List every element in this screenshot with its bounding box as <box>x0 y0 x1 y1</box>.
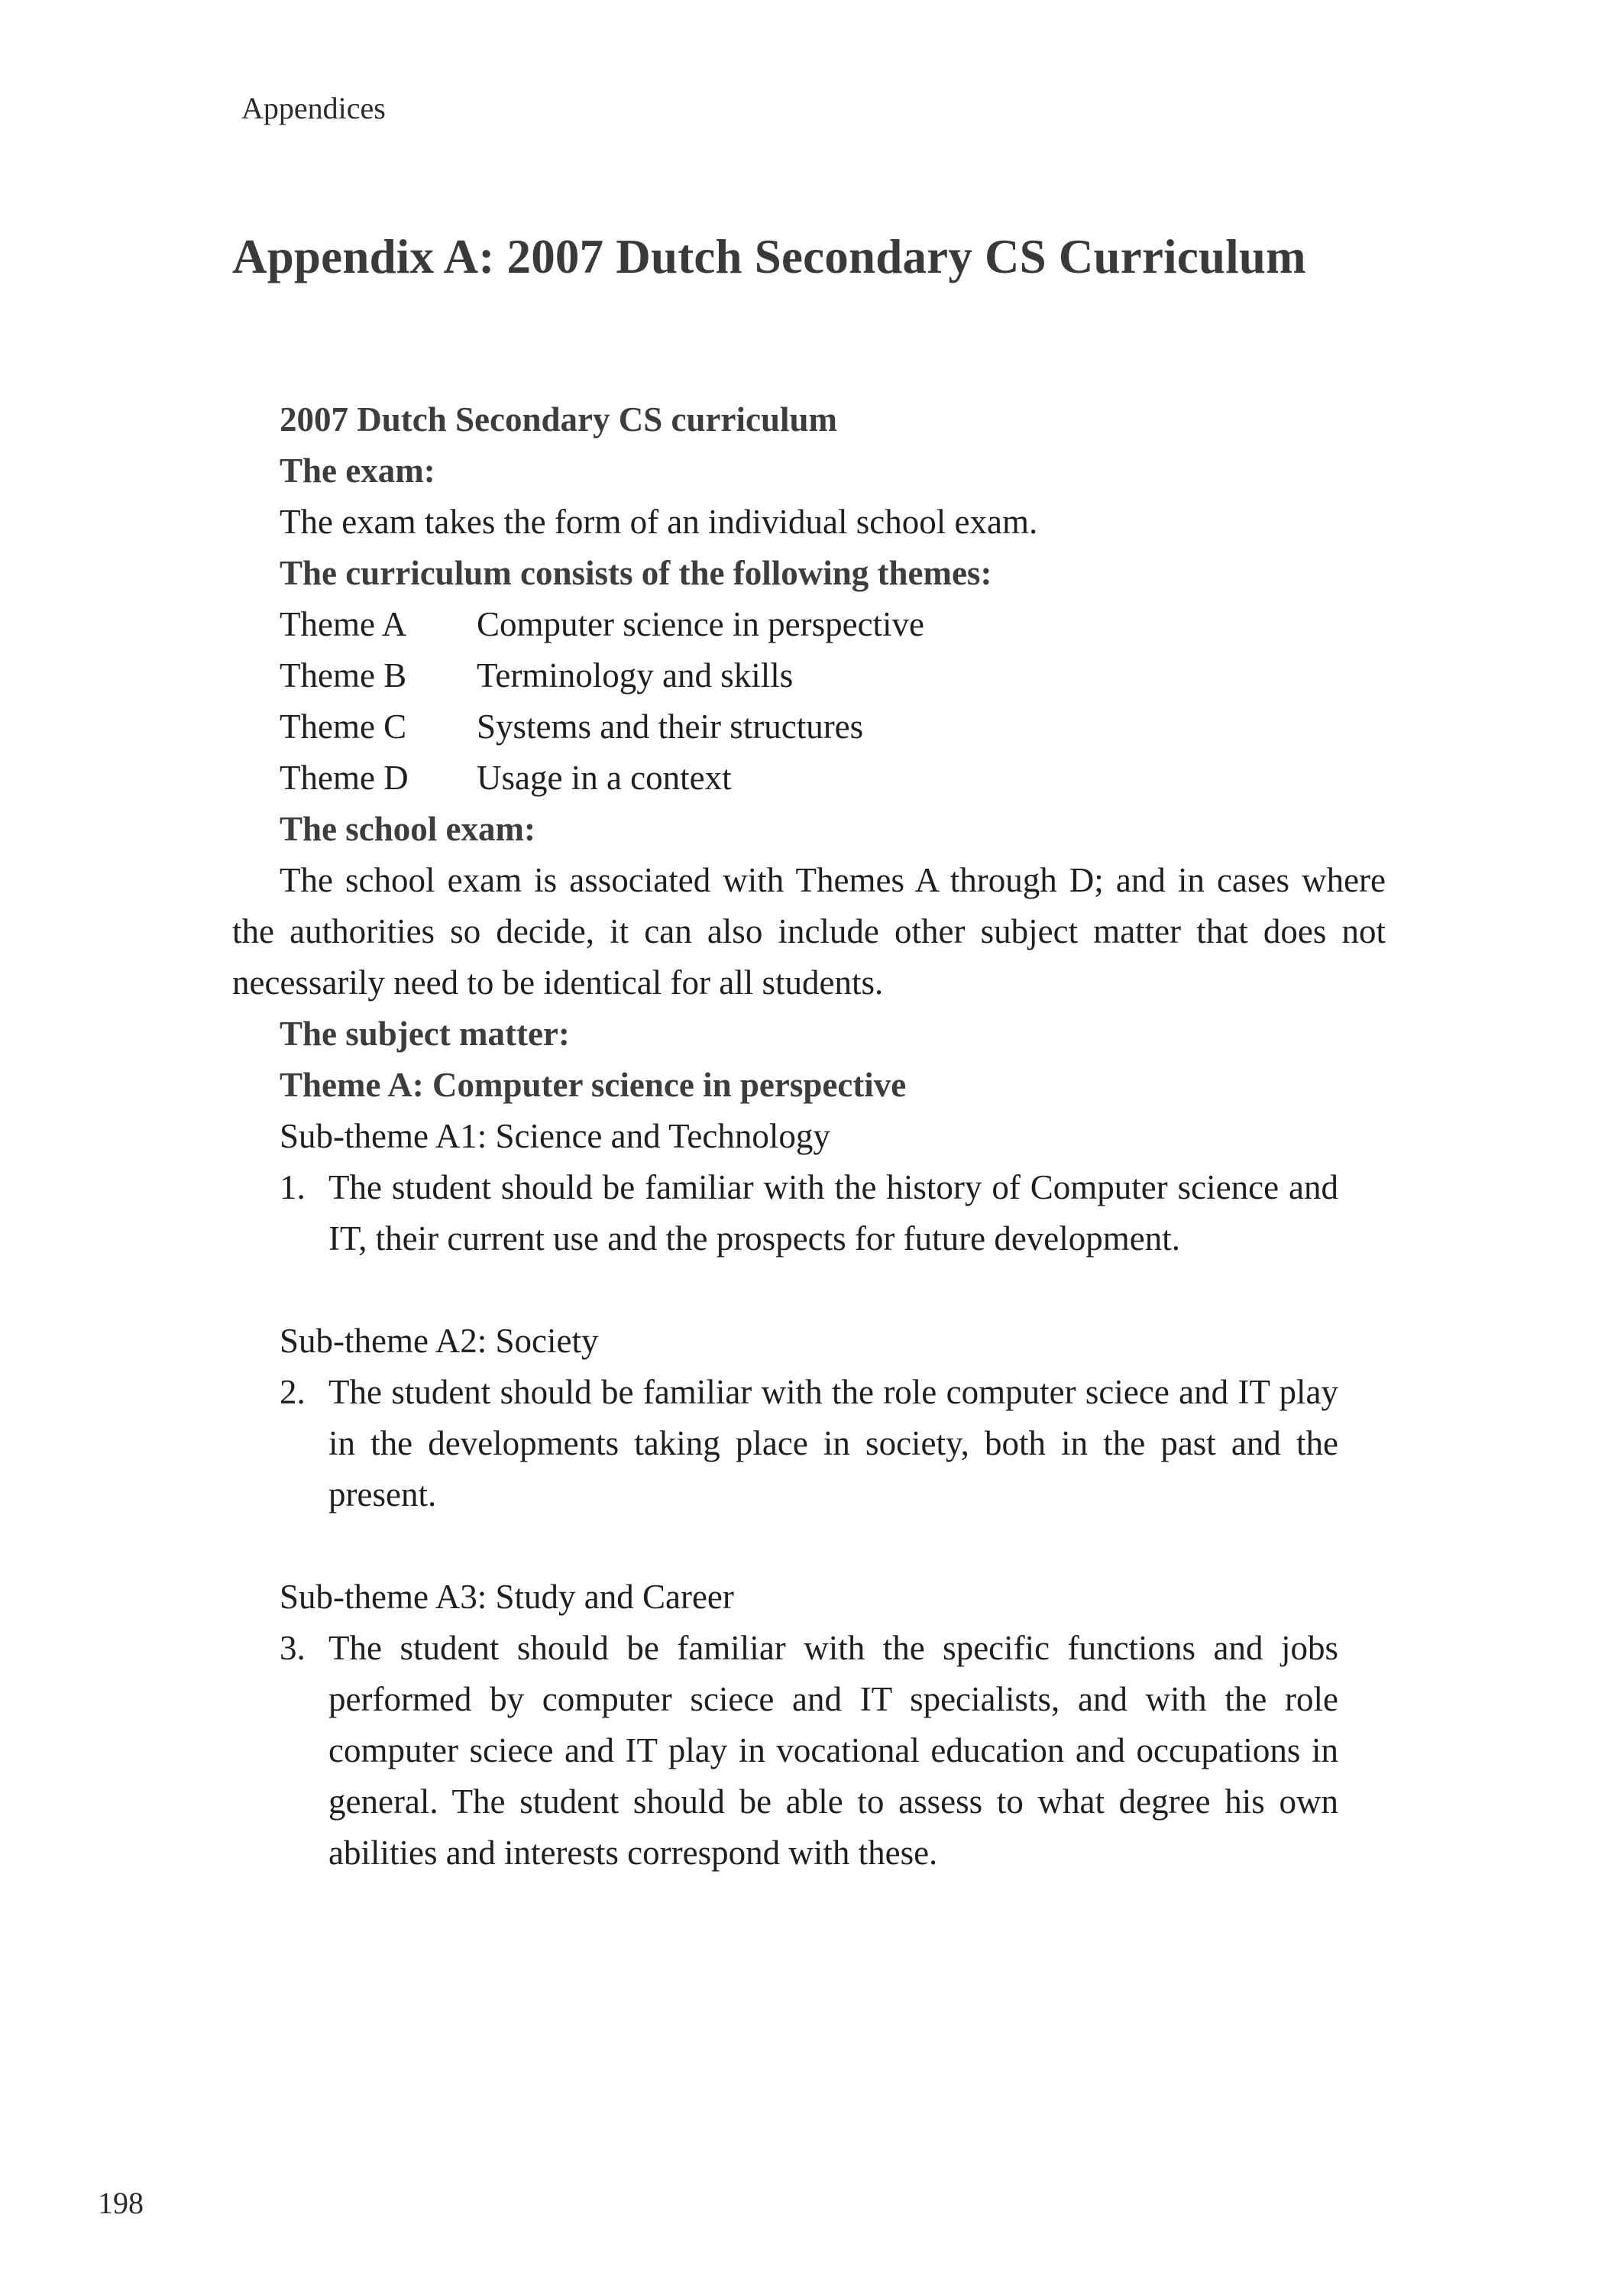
list-item-number: 3. <box>280 1629 306 1667</box>
subtheme-title: Sub-theme A1: Science and Technology <box>280 1117 830 1155</box>
appendix-title: Appendix A: 2007 Dutch Secondary CS Curriculum <box>232 230 1306 283</box>
theme-row <box>232 599 1386 650</box>
theme-label: Theme D <box>280 759 409 797</box>
subtheme-title: Sub-theme A3: Study and Career <box>280 1578 734 1616</box>
subject-matter-heading: The subject matter: <box>280 1015 570 1053</box>
exam-heading: The exam: <box>280 452 435 490</box>
theme-title: Systems and their structures <box>477 707 864 746</box>
theme-title: Usage in a context <box>477 759 732 797</box>
running-head: Appendices <box>241 91 386 125</box>
page-number: 198 <box>98 2186 144 2220</box>
list-item-number: 1. <box>280 1168 306 1206</box>
theme-a-heading: Theme A: Computer science in perspective <box>280 1066 907 1104</box>
spacer <box>232 1264 1386 1316</box>
list-item <box>232 1162 1338 1264</box>
school-exam-paragraph: The school exam is associated with Themes A through D; and in cases where the authorities so decide, it can also include other subject matter that does not necessarily need to be identical for all students. <box>232 861 1386 1002</box>
exam-text: The exam takes the form of an individual school exam. <box>280 503 1038 541</box>
body-text <box>232 394 1386 1879</box>
theme-title: Computer science in perspective <box>477 605 925 643</box>
theme-row <box>232 753 1386 804</box>
list-item <box>232 1367 1338 1520</box>
school-exam-heading: The school exam: <box>280 810 535 848</box>
list-item-number: 2. <box>280 1373 306 1411</box>
list-item-text: The student should be familiar with the history of Computer science and IT, their current use and the prospects for future development. <box>328 1168 1338 1258</box>
theme-label: Theme B <box>280 656 407 694</box>
themes-heading: The curriculum consists of the following themes: <box>280 554 992 592</box>
spacer <box>232 1520 1386 1572</box>
theme-row <box>232 701 1386 753</box>
list-item <box>232 1623 1338 1879</box>
theme-title: Terminology and skills <box>477 656 794 694</box>
theme-label: Theme A <box>280 605 407 643</box>
list-item-text: The student should be familiar with the role computer sciece and IT play in the developments taking place in society, both in the past and the present. <box>328 1373 1338 1513</box>
theme-row <box>232 650 1386 701</box>
list-item-text: The student should be familiar with the specific functions and jobs performed by computer sciece and IT specialists, and with the role computer sciece and IT play in vocational education and occupations in general. The student should be able to assess to what degree his own abilities and interests correspond with these. <box>328 1629 1338 1872</box>
curriculum-heading: 2007 Dutch Secondary CS curriculum <box>280 400 837 439</box>
theme-label: Theme C <box>280 707 407 746</box>
subtheme-title: Sub-theme A2: Society <box>280 1322 599 1360</box>
